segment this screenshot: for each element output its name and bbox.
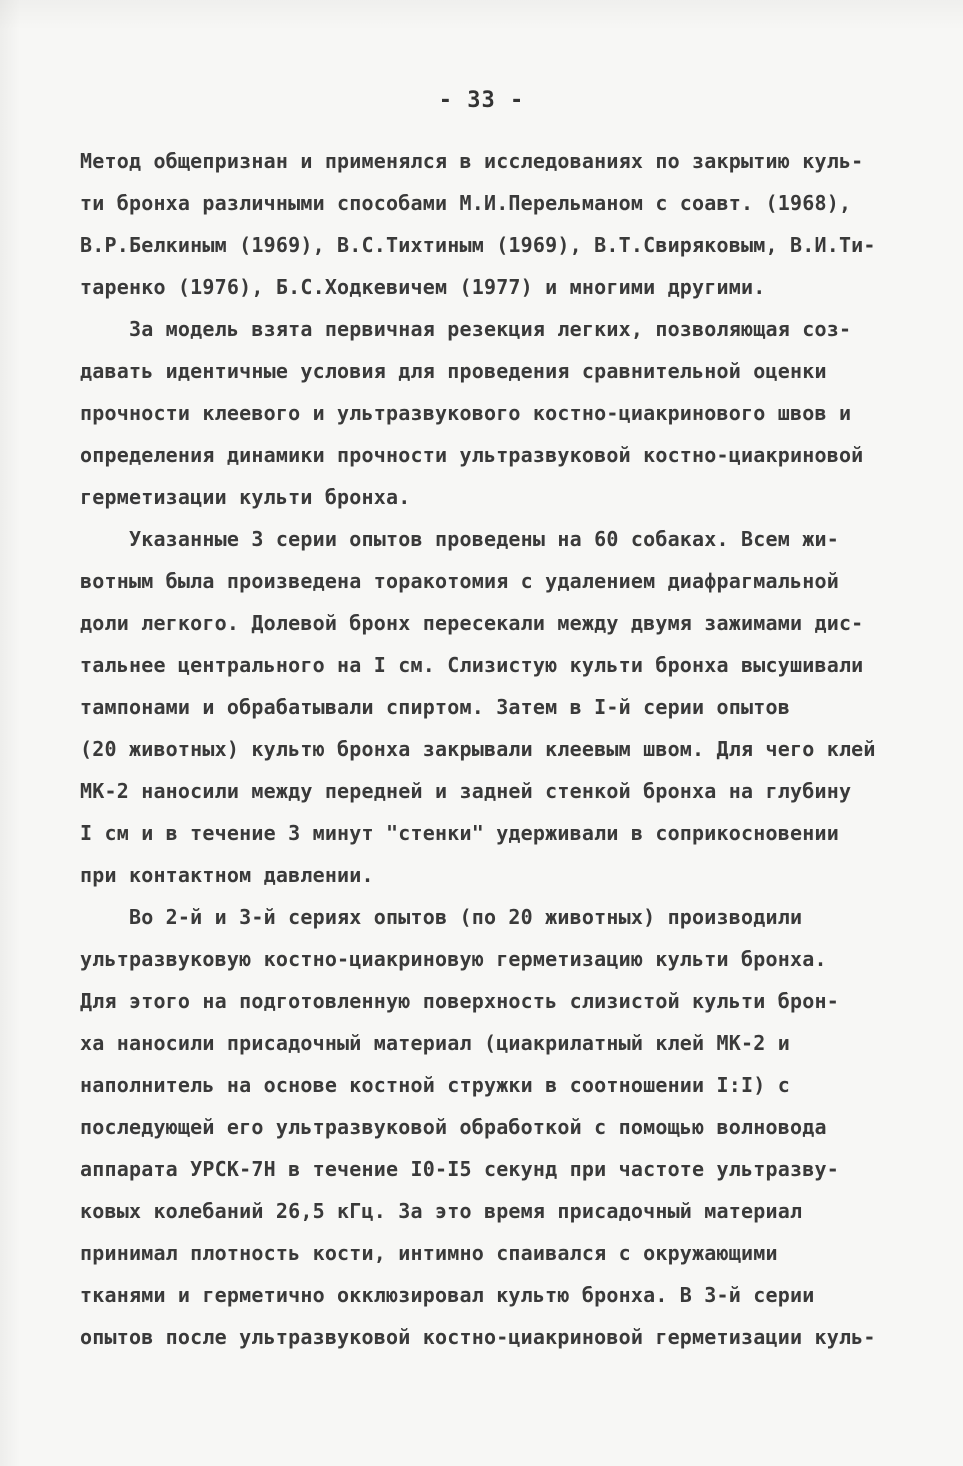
text-line: За модель взята первичная резекция легких, позволяющая соз- (80, 317, 852, 341)
text-line: МК-2 наносили между передней и задней стенкой бронха на глубину (80, 779, 852, 803)
page-number: - 33 - (438, 88, 525, 113)
text-line: тканями и герметично окклюзировал культю бронха. В 3-й серии (80, 1283, 815, 1307)
text-line: при контактном давлении. (80, 863, 374, 887)
text-line: (20 животных) культю бронха закрывали клеевым швом. Для чего клей (80, 737, 876, 761)
text-line: доли легкого. Долевой бронх пересекали между двумя зажимами дис- (80, 611, 864, 635)
text-line: Метод общепризнан и применялся в исследованиях по закрытию куль- (80, 149, 864, 173)
text-line: I см и в течение 3 минут "стенки" удерживали в соприкосновении (80, 821, 839, 845)
text-line: принимал плотность кости, интимно спаивался с окружающими (80, 1241, 778, 1265)
text-line: вотным была произведена торакотомия с удалением диафрагмальной (80, 569, 839, 593)
text-line: ультразвуковую костно-циакриновую герметизацию культи бронха. (80, 947, 827, 971)
text-line: опытов после ультразвуковой костно-циакриновой герметизации куль- (80, 1325, 876, 1349)
text-line: герметизации культи бронха. (80, 485, 411, 509)
text-line: тальнее центрального на I см. Слизистую культи бронха высушивали (80, 653, 864, 677)
body-text (80, 140, 910, 1358)
text-line: Указанные 3 серии опытов проведены на 60 собаках. Всем жи- (80, 527, 839, 551)
text-line: Для этого на подготовленную поверхность слизистой культи брон- (80, 989, 839, 1013)
text-line: прочности клеевого и ультразвукового костно-циакринового швов и (80, 401, 852, 425)
text-line: определения динамики прочности ультразвуковой костно-циакриновой (80, 443, 864, 467)
text-line: наполнитель на основе костной стружки в соотношении I:I) с (80, 1073, 790, 1097)
text-line: Во 2-й и 3-й сериях опытов (по 20 животных) производили (80, 905, 803, 929)
text-line: последующей его ультразвуковой обработкой с помощью волновода (80, 1115, 827, 1139)
text-line: ха наносили присадочный материал (циакрилатный клей МК-2 и (80, 1031, 790, 1055)
text-line: аппарата УРСК-7Н в течение I0-I5 секунд при частоте ультразву- (80, 1157, 839, 1181)
text-line: ковых колебаний 26,5 кГц. За это время присадочный материал (80, 1199, 803, 1223)
text-line: ти бронха различными способами М.И.Перельманом с соавт. (1968), (80, 191, 852, 215)
text-line: давать идентичные условия для проведения сравнительной оценки (80, 359, 827, 383)
text-line: В.Р.Белкиным (1969), В.С.Тихтиным (1969), В.Т.Свиряковым, В.И.Ти- (80, 233, 876, 257)
text-line: тампонами и обрабатывали спиртом. Затем в I-й серии опытов (80, 695, 790, 719)
text-line: таренко (1976), Б.С.Ходкевичем (1977) и многими другими. (80, 275, 766, 299)
